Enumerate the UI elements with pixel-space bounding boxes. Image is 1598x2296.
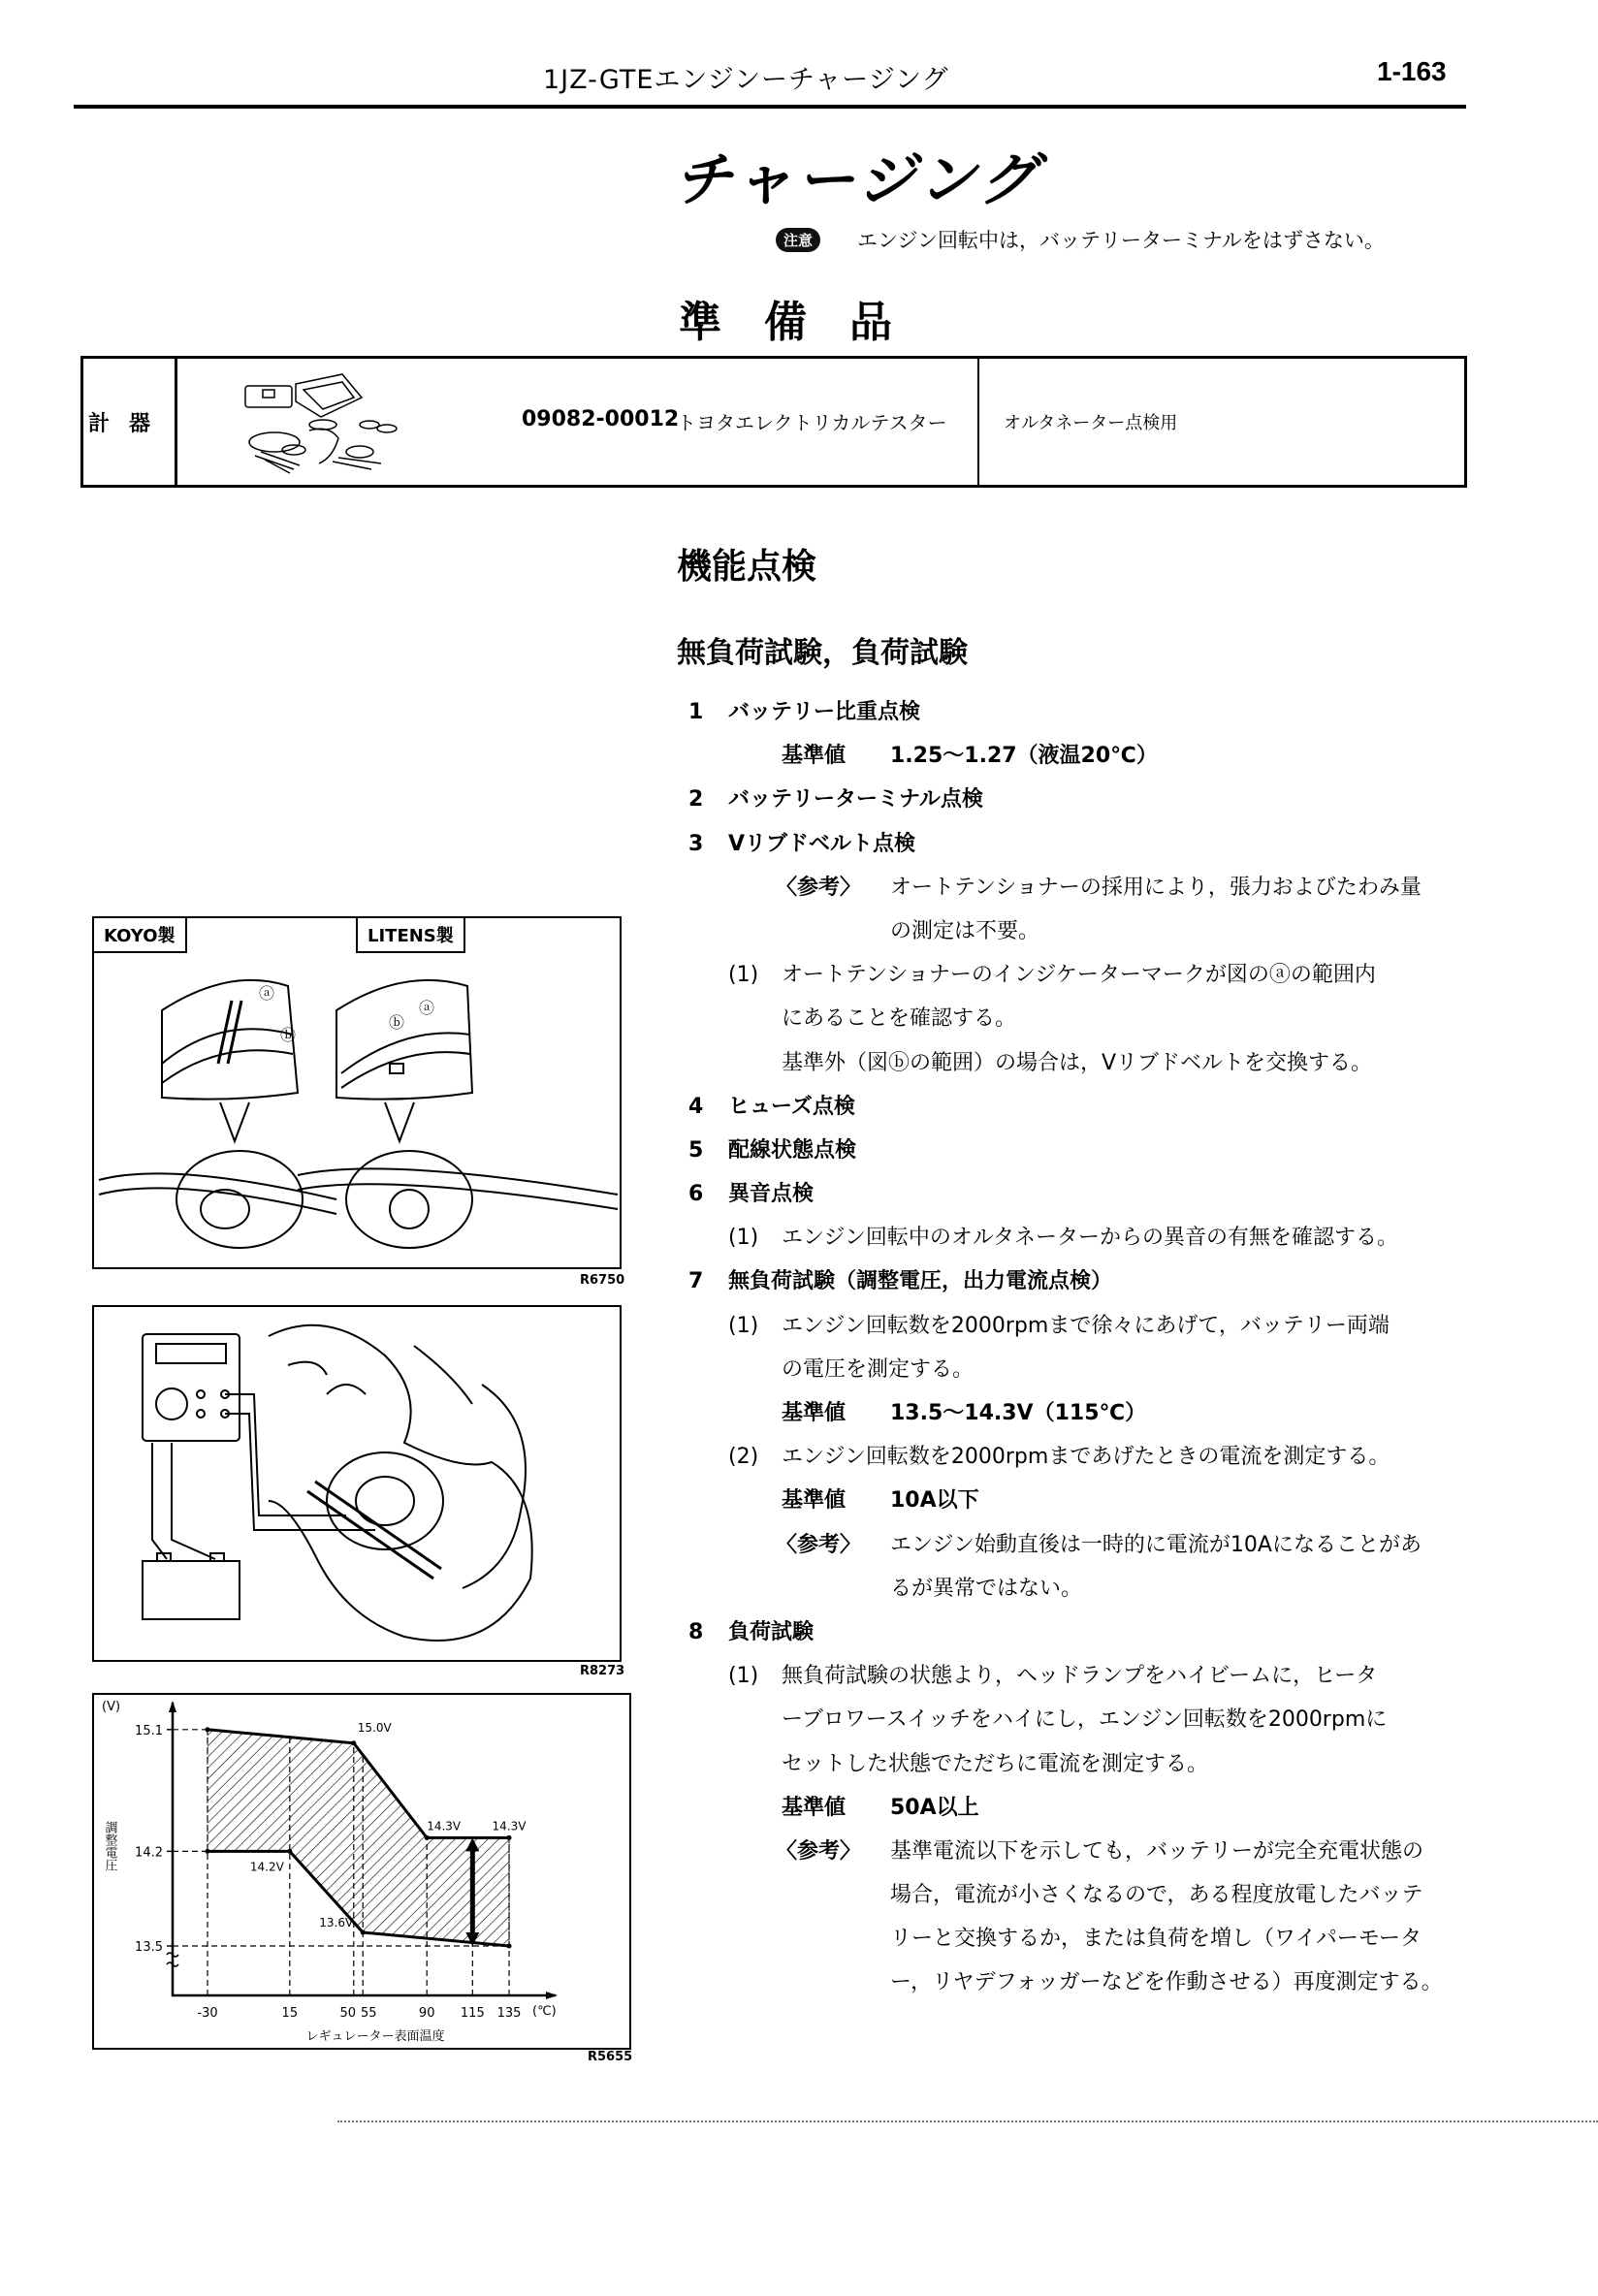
procedure-line-cont (679, 1041, 1598, 1085)
line-text: オートテンショナーのインジケーターマークが図のⓐの範囲内 (782, 963, 1376, 988)
line-tag: 基準値 (782, 1488, 847, 1514)
step-number: 8 (688, 1619, 704, 1644)
line-text: Vリブドベルト点検 (728, 831, 916, 856)
point-annotation: 13.6V (319, 1916, 354, 1930)
line-text: の電圧を測定する。 (782, 1356, 975, 1382)
step-number: 1 (688, 700, 704, 724)
point-annotation: 14.3V (492, 1819, 527, 1834)
line-text: バッテリー比重点検 (728, 700, 921, 724)
procedure-line-notecont (679, 1961, 1598, 2004)
line-text: セットした状態でただちに電流を測定する。 (782, 1751, 1209, 1776)
procedure-line-cont (679, 997, 1598, 1040)
tool-part-number: 09082-00012 (522, 407, 680, 431)
line-text: 無負荷試験（調整電圧，出力電流点検） (728, 1269, 1113, 1294)
belt-tensioner-illustration (94, 918, 620, 1267)
point-annotation: 14.3V (427, 1819, 462, 1834)
line-text: 基準電流以下を示しても，バッテリーが完全充電状態の (890, 1838, 1424, 1864)
procedure-line-notecont (679, 909, 1598, 953)
line-text: ー，リヤデフォッガーなどを作動させる）再度測定する。 (890, 1970, 1443, 1995)
x-tick-label: 115 (460, 2006, 485, 2021)
step-number: (1) (728, 1313, 759, 1338)
caution-text: エンジン回転中は，バッテリーターミナルをはずさない。 (857, 229, 1385, 252)
x-unit-label: (℃) (532, 2004, 557, 2019)
header-rule (74, 105, 1466, 109)
data-point (425, 1835, 430, 1840)
procedure-line-step (679, 1304, 1598, 1348)
procedure-line-note (679, 1523, 1598, 1567)
step-number: (1) (728, 1226, 759, 1251)
tester-connection-illustration (94, 1307, 620, 1660)
y-tick-label: 14.2 (135, 1845, 163, 1861)
procedure-line-spec (679, 1391, 1598, 1435)
point-annotation: 15.0V (357, 1720, 392, 1735)
procedure-line-cont (679, 1348, 1598, 1391)
y-tick-label: 15.1 (135, 1723, 163, 1738)
procedure-line-cont (679, 1742, 1598, 1786)
tool-cell (177, 359, 979, 485)
line-text: ーブロワースイッチをハイにし，エンジン回転数を2000rpmに (782, 1707, 1388, 1733)
line-text: 10A以下 (890, 1488, 979, 1514)
litens-label: LITENS製 (356, 918, 465, 953)
page-bottom-rule (337, 2121, 1598, 2122)
data-point (287, 1849, 292, 1854)
mark-a-left: ⓐ (259, 984, 275, 1003)
procedure-line-notecont (679, 1917, 1598, 1961)
x-axis-arrow (546, 1992, 558, 1999)
regulator-voltage-chart (92, 1693, 631, 2050)
line-text: 無負荷試験の状態より，ヘッドランプをハイビームに，ヒータ (782, 1664, 1378, 1689)
line-text: エンジン回転数を2000rpmまであげたときの電流を測定する。 (782, 1445, 1390, 1470)
line-tag: 基準値 (782, 1401, 847, 1425)
chart-svg (94, 1695, 629, 2048)
x-tick-label: 15 (281, 2006, 299, 2021)
line-text: バッテリーターミナル点検 (728, 787, 983, 813)
procedure-line-step (679, 1435, 1598, 1479)
x-tick-label: 50 (339, 2006, 357, 2021)
line-tag: 基準値 (782, 1795, 847, 1820)
procedure-line-step (679, 953, 1598, 997)
step-number: 4 (688, 1094, 704, 1119)
section-title: 機能点検 (677, 547, 817, 587)
mark-b-right: ⓑ (389, 1013, 405, 1032)
step-number: 2 (688, 787, 704, 813)
x-tick-label: -30 (197, 2006, 218, 2021)
data-point (361, 1930, 366, 1935)
procedure-line-step (679, 1654, 1598, 1698)
step-number: 7 (688, 1269, 704, 1294)
y-tick-label: 13.5 (135, 1940, 163, 1955)
figure-code: R5655 (588, 2050, 633, 2064)
step-number: (2) (728, 1445, 759, 1470)
line-text: 50A以上 (890, 1795, 979, 1820)
data-point (351, 1740, 356, 1745)
line-text: ヒューズ点検 (728, 1094, 855, 1119)
step-number: 5 (688, 1137, 704, 1163)
page-number: 1-163 (1377, 56, 1447, 86)
line-text: 負荷試験 (728, 1619, 815, 1644)
page-title: チャージング (674, 146, 1041, 214)
belt-tensioner-figure (92, 916, 622, 1269)
step-number: (1) (728, 1664, 759, 1689)
procedure-list (679, 690, 1598, 2005)
tool-name: トヨタエレクトリカルテスター (677, 411, 947, 434)
tool-usage: オルタネーター点検用 (1004, 413, 1178, 433)
line-text: エンジン回転数を2000rpmまで徐々にあげて，バッテリー両端 (782, 1313, 1390, 1338)
procedure-line-step (679, 1216, 1598, 1260)
line-text: るが異常ではない。 (890, 1576, 1083, 1601)
figure-code: R8273 (580, 1664, 625, 1678)
line-text: 異音点検 (728, 1182, 815, 1207)
line-text: 基準外（図ⓑの範囲）の場合は，Vリブドベルトを交換する。 (782, 1050, 1373, 1075)
procedure-line-cont (679, 1698, 1598, 1741)
step-number: 3 (688, 831, 704, 856)
procedure-line-heading (679, 690, 1598, 734)
procedure-line-heading (679, 822, 1598, 866)
procedure-line-heading (679, 1610, 1598, 1654)
x-tick-label: 90 (418, 2006, 435, 2021)
y-axis-arrow (169, 1701, 176, 1712)
section-subtitle: 無負荷試験，負荷試験 (677, 636, 968, 670)
line-text: エンジン回転中のオルタネーターからの異音の有無を確認する。 (782, 1226, 1399, 1251)
mark-a-right: ⓐ (419, 999, 435, 1017)
line-text: にあることを確認する。 (782, 1006, 1017, 1032)
prep-title: 準備品 (679, 298, 935, 347)
line-tag: 〈参考〉 (776, 1838, 862, 1864)
tester-connection-figure (92, 1305, 622, 1662)
line-tag: 〈参考〉 (776, 1532, 862, 1557)
line-text: 場合，電流が小さくなるので，ある程度放電したバッテ (890, 1883, 1423, 1908)
procedure-line-notecont (679, 1567, 1598, 1610)
procedure-line-heading (679, 1129, 1598, 1172)
line-text: 13.5〜14.3V（115℃） (890, 1401, 1147, 1425)
line-text: 配線状態点検 (728, 1137, 857, 1163)
procedure-line-spec (679, 1479, 1598, 1522)
procedure-line-notecont (679, 1873, 1598, 1917)
tool-category: 計器 (83, 359, 177, 485)
step-number: (1) (728, 963, 759, 988)
x-tick-label: 135 (496, 2006, 522, 2021)
line-text: 1.25〜1.27（液温20℃） (890, 744, 1158, 769)
line-tag: 〈参考〉 (776, 875, 862, 900)
procedure-line-heading (679, 1172, 1598, 1216)
y-unit-label: (V) (102, 1700, 121, 1714)
line-text: リーと交換するか，または負荷を増し（ワイパーモータ (890, 1927, 1422, 1952)
x-tick-label: 55 (360, 2006, 377, 2021)
procedure-line-spec (679, 734, 1598, 778)
step-number: 6 (688, 1182, 704, 1207)
figure-code: R6750 (580, 1273, 625, 1288)
caution-note (776, 225, 1385, 254)
procedure-line-note (679, 1830, 1598, 1873)
procedure-line-heading (679, 1260, 1598, 1303)
procedure-line-note (679, 866, 1598, 909)
koyo-label: KOYO製 (94, 918, 187, 953)
running-header-title: 1JZ-GTEエンジンーチャージング (543, 65, 949, 95)
line-text: オートテンショナーの採用により，張力およびたわみ量 (890, 875, 1422, 900)
mark-b-left: ⓑ (280, 1026, 297, 1044)
point-annotation: 14.2V (249, 1860, 284, 1874)
y-axis-label: 調整電圧 (102, 1821, 117, 1871)
caution-badge: 注意 (776, 228, 820, 252)
tool-table (80, 356, 1467, 488)
procedure-line-spec (679, 1786, 1598, 1830)
procedure-line-heading (679, 1085, 1598, 1129)
line-text: の測定は不要。 (890, 918, 1040, 943)
line-tag: 基準値 (782, 744, 847, 769)
x-axis-label: レギュレーター表面温度 (305, 2029, 445, 2044)
procedure-line-heading (679, 778, 1598, 821)
line-text: エンジン始動直後は一時的に電流が10Aになることがあ (890, 1532, 1422, 1557)
tester-kit-illustration (236, 368, 430, 475)
